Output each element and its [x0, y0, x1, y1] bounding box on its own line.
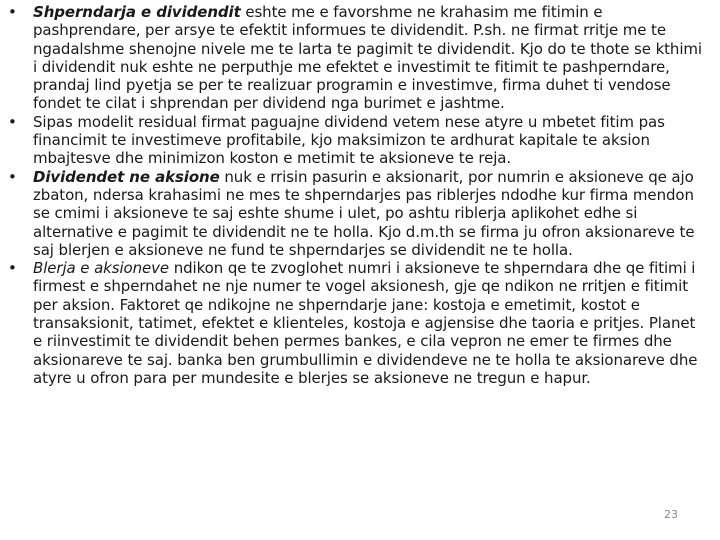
bullet-text: ndikon qe te zvoglohet numri i aksioneve te shperndara dhe qe fitimi i firmest e shperndahet ne nje numer te vogel aksionesh, gje qe ndikon ne rritjen e fitimit per aksion. Faktoret qe ndikojne ne shperndarje jane: kostoja e emetimit, kostot e transaksionit, tatimet, efektet e klienteles, kostoja e agjensise dhe taoria e pritjes. Planet e riinvestimit te dividendit behen permes bankes, e cila vepron ne emer te firmes dhe aksionareve te saj. banka ben grumbullimin e dividendeve ne te holla te aksionareve dhe atyre u ofron para per mundesite e blerjes se aksioneve ne tregun e hapur. — [33, 259, 698, 387]
bullet-lead: Dividendet ne aksione — [33, 167, 220, 186]
bullet-icon: • — [8, 167, 17, 186]
bullet-icon: • — [8, 112, 17, 131]
bullet-item-dividend-distribution — [8, 3, 708, 113]
bullet-item-share-repurchase — [8, 259, 708, 387]
bullet-list — [8, 3, 708, 387]
page-number: 23 — [664, 508, 678, 521]
bullet-lead: Shperndarja e dividendit — [33, 3, 241, 21]
bullet-icon: • — [8, 3, 17, 21]
bullet-text: eshte me e favorshme ne krahasim me fitimin e pashprendare, per arsye te efektit informues te dividendit. P.sh. ne firmat rritje me te ngadalshme shenojne nivele me te larta te pagimit te dividendit. Kjo do te thote se kthimi i dividendit nuk eshte ne perputhje me efektet e investimit te fitimit te pashperndare, prandaj lind pyetja se per te realizuar programin e investimve, firma duhet ti vendose fondet te cilat i shprendan per dividend nga burimet e jashtme. — [33, 3, 702, 113]
bullet-text: nuk e rrisin pasurin e aksionarit, por numrin e aksioneve qe ajo zbaton, ndersa krahasimi ne mes te shperndarjes pas riblerjes ndodhe kur firma mendon se cmimi i aksioneve te saj eshte shume i ulet, po ashtu riblerja aplikohet edhe si alternative e pagimit te dividendit ne te holla. Kjo d.m.th se firma ju ofron aksionareve te saj blerjen e aksioneve ne fund te shperndarjes se dividendit ne te holla. — [33, 167, 695, 259]
bullet-text: Sipas modelit residual firmat paguajne dividend vetem nese atyre u mbetet fitim pas financimit te investimeve profitabile, kjo maksimizon te ardhurat kapitale te aksion mbajtesve dhe minimizon koston e metimit te aksioneve te reja. — [33, 112, 665, 168]
bullet-lead: Blerja e aksioneve — [33, 259, 170, 278]
bullet-item-residual-model — [8, 113, 708, 168]
bullet-icon: • — [8, 259, 17, 278]
bullet-item-stock-dividends — [8, 168, 708, 259]
